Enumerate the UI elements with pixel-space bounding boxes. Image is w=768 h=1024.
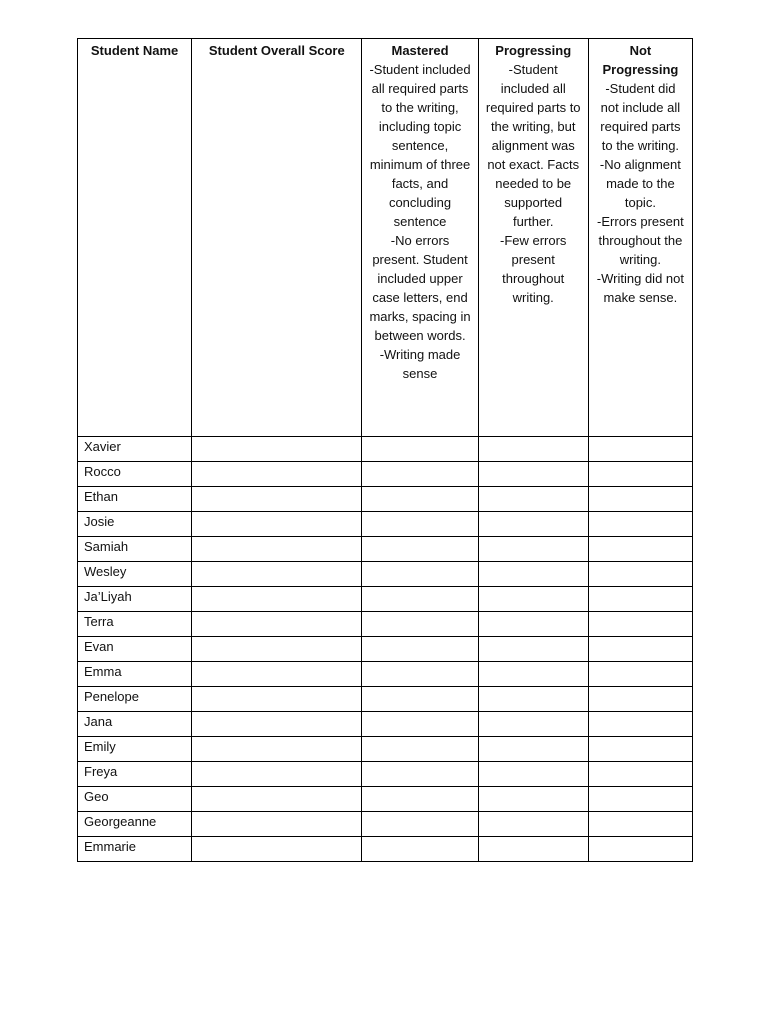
mastered-cell[interactable] xyxy=(362,762,478,787)
student-name-cell: Evan xyxy=(78,637,192,662)
score-cell[interactable] xyxy=(192,612,362,637)
header-overall-score xyxy=(192,39,362,437)
progressing-cell[interactable] xyxy=(478,637,588,662)
table-row xyxy=(78,762,693,787)
not-progressing-cell[interactable] xyxy=(588,587,692,612)
student-name-cell: Freya xyxy=(78,762,192,787)
student-name-cell: Georgeanne xyxy=(78,812,192,837)
student-name-cell: Penelope xyxy=(78,687,192,712)
mastered-cell[interactable] xyxy=(362,687,478,712)
score-cell[interactable] xyxy=(192,487,362,512)
table-row xyxy=(78,487,693,512)
progressing-cell[interactable] xyxy=(478,712,588,737)
progressing-cell[interactable] xyxy=(478,737,588,762)
header-row xyxy=(78,39,693,437)
progressing-cell[interactable] xyxy=(478,687,588,712)
table-row xyxy=(78,437,693,462)
header-mastered-title: Mastered xyxy=(391,43,449,58)
header-mastered-description: -Student included all required parts to the writing, including topic sentence, minimum of three facts, and concluding sentence -No errors present. Student included upper case letters, end marks, spacing in between words. -Writing made sense xyxy=(369,62,471,381)
score-cell[interactable] xyxy=(192,512,362,537)
mastered-cell[interactable] xyxy=(362,587,478,612)
header-overall-score-title: Student Overall Score xyxy=(208,43,345,58)
score-cell[interactable] xyxy=(192,687,362,712)
not-progressing-cell[interactable] xyxy=(588,637,692,662)
not-progressing-cell[interactable] xyxy=(588,612,692,637)
student-name-cell: Emily xyxy=(78,737,192,762)
table-row xyxy=(78,737,693,762)
header-not-progressing-description: -Student did not include all required parts to the writing. -No alignment made to the topic. -Errors present throughout the writing. -Writing did not make sense. xyxy=(596,81,684,305)
table-row xyxy=(78,562,693,587)
student-rows xyxy=(78,437,693,862)
mastered-cell[interactable] xyxy=(362,487,478,512)
progressing-cell[interactable] xyxy=(478,512,588,537)
score-cell[interactable] xyxy=(192,537,362,562)
score-cell[interactable] xyxy=(192,762,362,787)
progressing-cell[interactable] xyxy=(478,787,588,812)
score-cell[interactable] xyxy=(192,662,362,687)
score-cell[interactable] xyxy=(192,462,362,487)
score-cell[interactable] xyxy=(192,812,362,837)
score-cell[interactable] xyxy=(192,712,362,737)
student-name-cell: Ethan xyxy=(78,487,192,512)
not-progressing-cell[interactable] xyxy=(588,562,692,587)
score-cell[interactable] xyxy=(192,787,362,812)
header-not-progressing xyxy=(588,39,692,437)
table-row xyxy=(78,587,693,612)
student-name-cell: Xavier xyxy=(78,437,192,462)
score-cell[interactable] xyxy=(192,737,362,762)
score-cell[interactable] xyxy=(192,637,362,662)
student-name-cell: Terra xyxy=(78,612,192,637)
not-progressing-cell[interactable] xyxy=(588,512,692,537)
header-progressing-title: Progressing xyxy=(495,43,572,58)
student-name-cell: Josie xyxy=(78,512,192,537)
score-cell[interactable] xyxy=(192,587,362,612)
table-row xyxy=(78,512,693,537)
mastered-cell[interactable] xyxy=(362,612,478,637)
table-row xyxy=(78,712,693,737)
mastered-cell[interactable] xyxy=(362,462,478,487)
not-progressing-cell[interactable] xyxy=(588,837,692,862)
not-progressing-cell[interactable] xyxy=(588,437,692,462)
progressing-cell[interactable] xyxy=(478,762,588,787)
student-name-cell: Emmarie xyxy=(78,837,192,862)
student-name-cell: Wesley xyxy=(78,562,192,587)
mastered-cell[interactable] xyxy=(362,712,478,737)
header-student-name-title: Student Name xyxy=(90,43,179,58)
header-progressing-description: -Student included all required parts to the writing, but alignment was not exact. Facts needed to be supported further. -Few errors present throughout writing. xyxy=(485,62,581,305)
header-progressing xyxy=(478,39,588,437)
progressing-cell[interactable] xyxy=(478,587,588,612)
not-progressing-cell[interactable] xyxy=(588,662,692,687)
student-name-cell: Rocco xyxy=(78,462,192,487)
not-progressing-cell[interactable] xyxy=(588,737,692,762)
score-cell[interactable] xyxy=(192,837,362,862)
mastered-cell[interactable] xyxy=(362,562,478,587)
student-name-cell: Jana xyxy=(78,712,192,737)
student-name-cell: Ja’Liyah xyxy=(78,587,192,612)
mastered-cell[interactable] xyxy=(362,512,478,537)
table-row xyxy=(78,612,693,637)
not-progressing-cell[interactable] xyxy=(588,812,692,837)
table-row xyxy=(78,787,693,812)
score-cell[interactable] xyxy=(192,437,362,462)
mastered-cell[interactable] xyxy=(362,812,478,837)
progressing-cell[interactable] xyxy=(478,487,588,512)
progressing-cell[interactable] xyxy=(478,662,588,687)
mastered-cell[interactable] xyxy=(362,662,478,687)
not-progressing-cell[interactable] xyxy=(588,462,692,487)
progressing-cell[interactable] xyxy=(478,462,588,487)
mastered-cell[interactable] xyxy=(362,437,478,462)
table-row xyxy=(78,462,693,487)
progressing-cell[interactable] xyxy=(478,812,588,837)
not-progressing-cell[interactable] xyxy=(588,787,692,812)
not-progressing-cell[interactable] xyxy=(588,687,692,712)
not-progressing-cell[interactable] xyxy=(588,487,692,512)
mastered-cell[interactable] xyxy=(362,787,478,812)
mastered-cell[interactable] xyxy=(362,837,478,862)
header-not-progressing-title: Not Progressing xyxy=(602,43,679,77)
table-row xyxy=(78,687,693,712)
progressing-cell[interactable] xyxy=(478,612,588,637)
not-progressing-cell[interactable] xyxy=(588,712,692,737)
table-row xyxy=(78,812,693,837)
progressing-cell[interactable] xyxy=(478,562,588,587)
mastered-cell[interactable] xyxy=(362,737,478,762)
not-progressing-cell[interactable] xyxy=(588,762,692,787)
student-name-cell: Emma xyxy=(78,662,192,687)
mastered-cell[interactable] xyxy=(362,537,478,562)
header-mastered xyxy=(362,39,478,437)
rubric-table xyxy=(77,38,693,862)
table-row xyxy=(78,837,693,862)
progressing-cell[interactable] xyxy=(478,437,588,462)
header-student-name xyxy=(78,39,192,437)
table-row xyxy=(78,637,693,662)
not-progressing-cell[interactable] xyxy=(588,537,692,562)
progressing-cell[interactable] xyxy=(478,837,588,862)
table-row xyxy=(78,537,693,562)
score-cell[interactable] xyxy=(192,562,362,587)
table-row xyxy=(78,662,693,687)
mastered-cell[interactable] xyxy=(362,637,478,662)
student-name-cell: Samiah xyxy=(78,537,192,562)
progressing-cell[interactable] xyxy=(478,537,588,562)
student-name-cell: Geo xyxy=(78,787,192,812)
